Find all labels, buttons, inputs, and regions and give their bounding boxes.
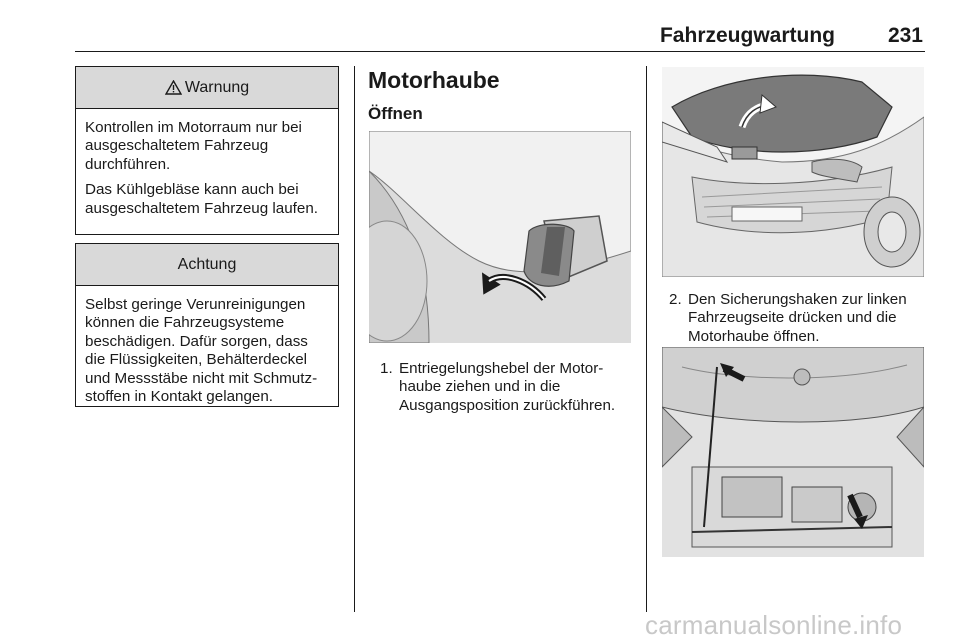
warning-box — [75, 66, 339, 235]
figure-car-front — [662, 67, 924, 277]
figure-engine-compartment — [662, 347, 924, 557]
step-text: Entriegelungshebel der Motorhaube ziehen und in die Ausgangsposition zurückführen. — [399, 360, 616, 414]
page-number: 231 — [887, 24, 923, 47]
subsection-title: Öffnen — [368, 104, 423, 123]
column-divider-left — [354, 66, 355, 612]
caution-box-title: Achtung — [177, 255, 237, 273]
page-header — [75, 22, 925, 50]
caution-box — [75, 243, 339, 407]
step-1 — [380, 360, 630, 420]
warning-box-title: Warnung — [184, 78, 250, 96]
step-2 — [669, 291, 925, 351]
warning-paragraph: Das Kühlgebläse kann auch bei ausgeschaltetem Fahrzeug laufen. — [85, 181, 319, 217]
figure-release-lever — [369, 131, 631, 343]
chapter-title: Fahrzeugwartung — [659, 24, 835, 47]
caution-box-body — [76, 286, 338, 414]
warning-paragraph: Kontrollen im Motorraum nur bei ausgeschaltetem Fahrzeug durchführen. — [85, 119, 302, 173]
warning-box-body — [76, 109, 338, 226]
column-divider-right — [646, 66, 647, 612]
step-text: Den Sicherungshaken zur linken Fahrzeugseite drücken und die Motorhaube öffnen. — [688, 291, 907, 345]
step-number: 2. — [669, 291, 682, 308]
footer-watermark: carmanualsonline.info — [645, 610, 903, 640]
warning-box-header — [76, 67, 338, 109]
caution-box-header — [76, 244, 338, 286]
caution-paragraph: Selbst geringe Verunreinigungen können die Fahrzeugsysteme beschädigen. Dafür sorgen, dass die Flüssigkeiten, Behälterdeckel und Messstäbe nicht mit Schmutzstoffen in Kontakt gelangen. — [85, 296, 318, 406]
step-number: 1. — [380, 360, 393, 377]
header-rule — [75, 51, 925, 52]
warning-triangle-icon — [165, 80, 182, 95]
section-title: Motorhaube — [368, 67, 500, 93]
